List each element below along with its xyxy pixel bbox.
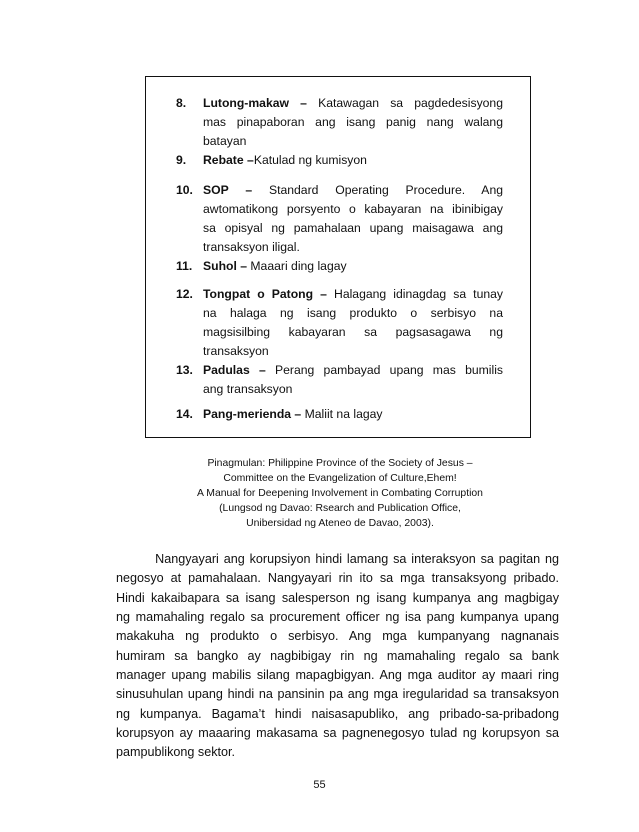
term-label: Lutong-makaw –: [203, 96, 307, 110]
item-definition: [203, 94, 503, 151]
paragraph-line: negosyo at pamahalaan. Nangyayari rin ito sa mga transaksyong pribado.: [116, 571, 559, 586]
definition-line: na halaga ng isang produkto o serbisyo na: [203, 306, 503, 320]
item-number: 10.: [176, 183, 193, 197]
paragraph-line: ng mamahaling regalo sa procurement officer ng isa pang kumpanya upang: [116, 610, 559, 625]
paragraph-line: Nangyayari ang korupsiyon hindi lamang sa interaksyon sa pagitan ng: [116, 552, 559, 566]
definition-line: Padulas – Perang pambayad upang mas bumilis: [203, 363, 503, 377]
definition-line: Lutong-makaw – Katawagan sa pagdedesisyong: [203, 96, 503, 110]
definition-line: Suhol – Maaari ding lagay: [203, 259, 347, 273]
body-paragraph: [116, 550, 559, 763]
item-number: 13.: [176, 363, 193, 377]
term-label: Rebate –: [203, 153, 254, 167]
definition-line: ang transaksyon: [203, 382, 293, 396]
item-definition: [203, 151, 503, 170]
definition-line: transaksyon: [203, 344, 269, 358]
item-definition: [203, 285, 503, 361]
source-line: Committee on the Evangelization of Culture,Ehem!: [223, 473, 457, 484]
item-definition: [203, 257, 503, 276]
paragraph-line: korupsyon ay maaaring makasama sa pagnenegosyo tulad ng korupsyon sa: [116, 726, 559, 741]
paragraph-line: pampublikong sektor.: [116, 745, 236, 760]
term-label: Padulas –: [203, 363, 266, 377]
paragraph-line: sinusuhulan upang hindi na pansinin pa ang mga iregularidad sa transaksyon: [116, 687, 559, 702]
term-label: Suhol –: [203, 259, 248, 273]
item-number: 8.: [176, 96, 187, 110]
page-number: 55: [313, 779, 326, 791]
item-number: 11.: [176, 259, 193, 273]
definition-line: SOP – Standard Operating Procedure. Ang: [203, 183, 503, 197]
definition-line: Rebate –Katulad ng kumisyon: [203, 153, 367, 167]
item-definition: [203, 181, 503, 257]
item-number: 14.: [176, 407, 193, 421]
term-label: Tongpat o Patong –: [203, 287, 327, 301]
definition-line: Tongpat o Patong – Halagang idinagdag sa tunay: [203, 287, 503, 301]
definition-line: Pang-merienda – Maliit na lagay: [203, 407, 383, 421]
source-line: Pinagmulan: Philippine Province of the Society of Jesus –: [207, 458, 473, 469]
term-label: Pang-merienda –: [203, 407, 302, 421]
paragraph-line: humiram sa bangko ay nagbibigay rin ng mamahaling regalo sa bank: [116, 648, 559, 663]
source-line: (Lungsod ng Davao: Rsearch and Publication Office,: [219, 503, 461, 514]
definition-line: batayan: [203, 134, 247, 148]
source-line: Unibersidad ng Ateneo de Davao, 2003).: [246, 518, 434, 529]
definition-line: awtomatikong porsyento o kabayaran na ibinibigay: [203, 202, 503, 216]
paragraph-line: manager upang mabilis silang mapagbigyan. Ang mga auditor ay maari ring: [116, 668, 559, 683]
term-label: SOP –: [203, 183, 253, 197]
source-citation: [150, 456, 530, 531]
item-number: 9.: [176, 153, 187, 167]
definition-line: mas pinapaboran ang isang panig nang walang: [203, 115, 503, 129]
source-line: A Manual for Deepening Involvement in Combating Corruption: [197, 488, 483, 499]
paragraph-line: Hindi kakaibapara sa isang salesperson ng isang kumpanya ang magbigay: [116, 590, 559, 605]
paragraph-line: ng kumpanya. Bagama’t hindi naisasapubliko, ang pribado-sa-pribadong: [116, 706, 559, 721]
paragraph-line: makakuha ng produkto o serbisyo. Ang mga kumpanyang nagnanais: [116, 629, 559, 644]
item-number: 12.: [176, 287, 193, 301]
definition-line: transaksyon iligal.: [203, 240, 300, 254]
item-definition: [203, 361, 503, 399]
definition-line: sa opisyal ng pamahalaan upang maisagawa ang: [203, 221, 503, 235]
item-definition: [203, 405, 503, 424]
definition-line: magsisilbing kabayaran sa pagsasagawa ng: [203, 325, 503, 339]
